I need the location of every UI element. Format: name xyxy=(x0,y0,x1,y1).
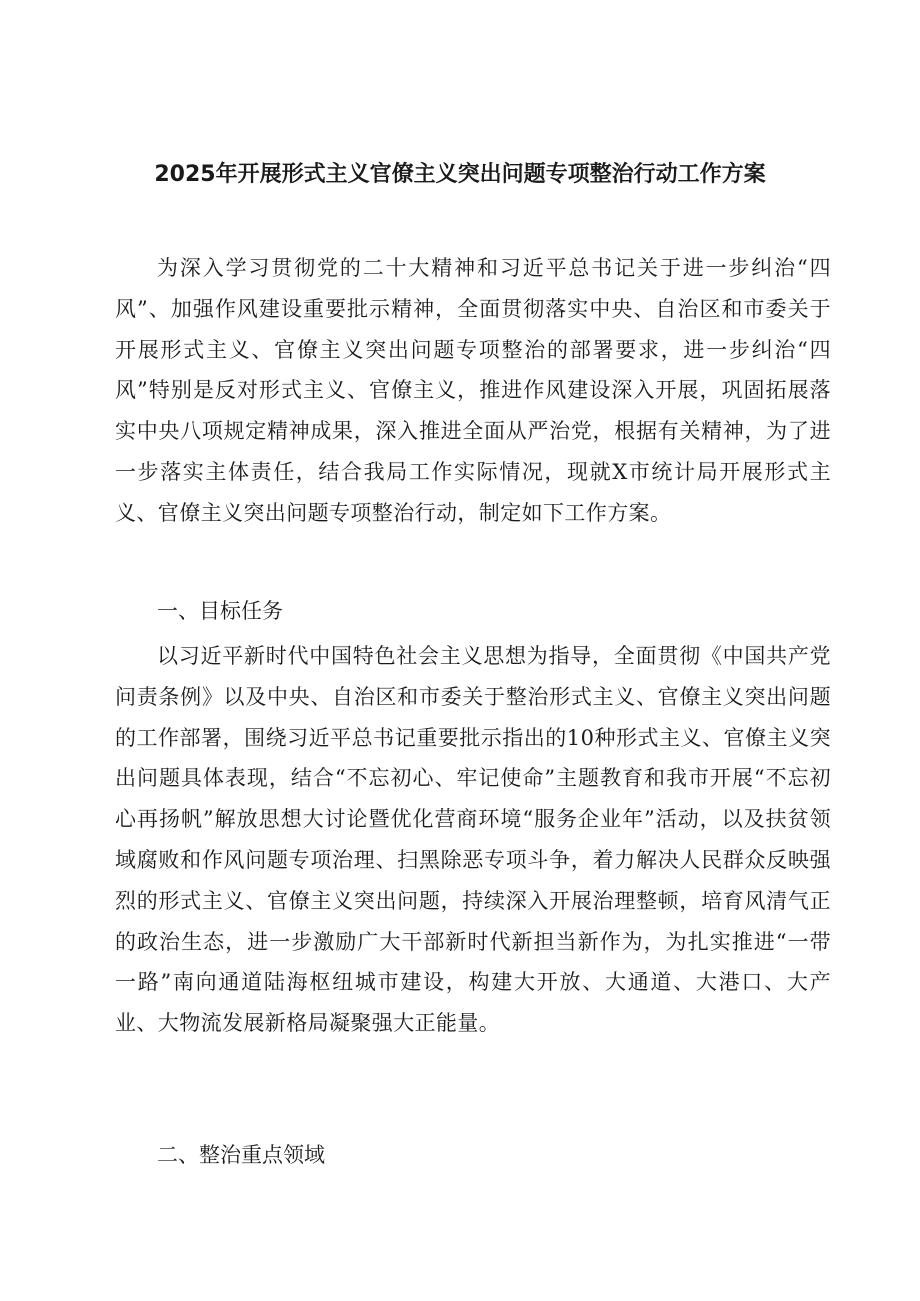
document-title: 2025年开展形式主义官僚主义突出问题专项整治行动工作方案 xyxy=(154,162,766,187)
section-heading-focus-areas: 二、整治重点领域 xyxy=(157,1143,325,1167)
goals-paragraph: 以习近平新时代中国特色社会主义思想为指导，全面贯彻《中国共产党问责条例》以及中央、自治区和市委关于整治形式主义、官僚主义突出问题的工作部署，围绕习近平总书记重要批示指出的10种形式主义、官僚主义突出问题具体表现，结合“不忘初心、牢记使命”主题教育和我市开展“不忘初心再扬帆”解放思想大讨论暨优化营商环境“服务企业年”活动，以及扶贫领域腐败和作风问题专项治理、扫黑除恶专项斗争，着力解决人民群众反映强烈的形式主义、官僚主义突出问题，持续深入开展治理整顿，培育风清气正的政治生态，进一步激励广大干部新时代新担当新作为，为扎实推进“一带一路”南向通道陆海枢纽城市建设，构建大开放、大通道、大港口、大产业、大物流发展新格局凝聚强大正能量。 xyxy=(115,644,831,1036)
intro-paragraph: 为深入学习贯彻党的二十大精神和习近平总书记关于进一步纠治“四风”、加强作风建设重要批示精神，全面贯彻落实中央、自治区和市委关于开展形式主义、官僚主义突出问题专项整治的部署要求，进一步纠治“四风”特别是反对形式主义、官僚主义，推进作风建设深入开展，巩固拓展落实中央八项规定精神成果，深入推进全面从严治党，根据有关精神，为了进一步落实主体责任，结合我局工作实际情况，现就X市统计局开展形式主义、官僚主义突出问题专项整治行动，制定如下工作方案。 xyxy=(115,256,831,525)
section-heading-goals: 一、目标任务 xyxy=(157,599,283,623)
